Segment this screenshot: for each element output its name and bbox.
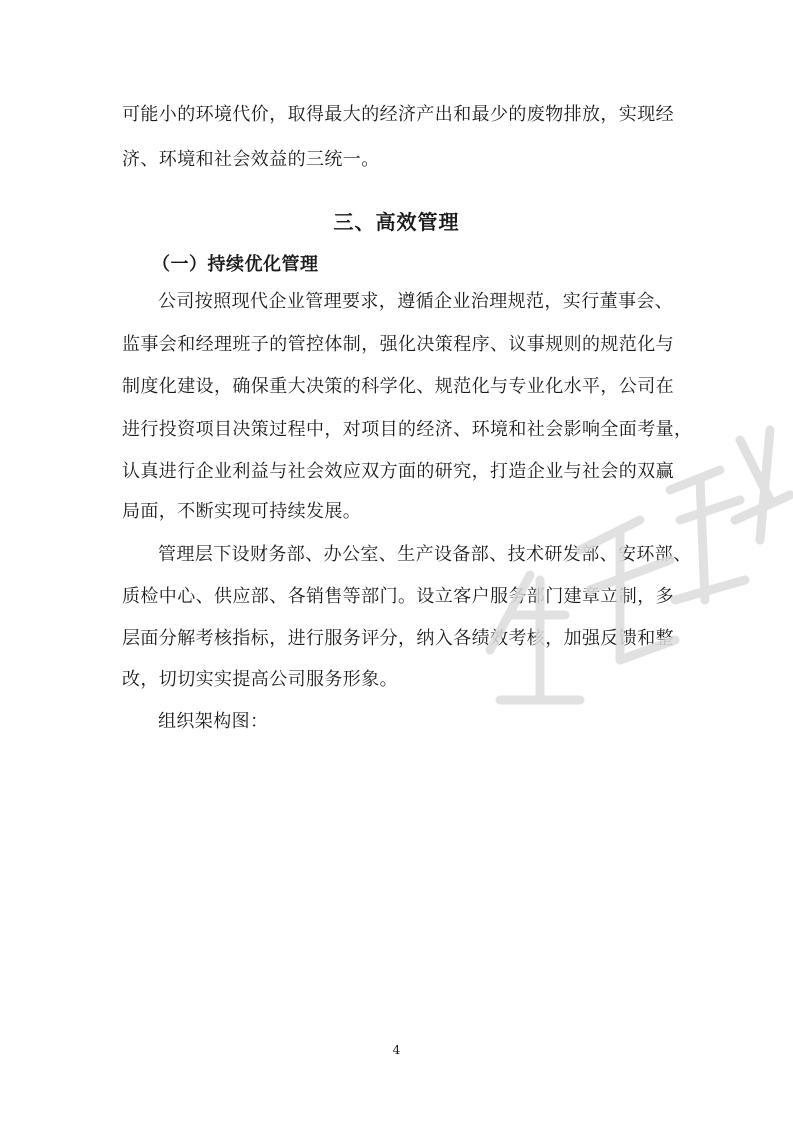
intro-line-1: 可能小的环境代价，取得最大的经济产出和最少的废物排放，实现经 xyxy=(122,104,674,125)
section-title: 三、高效管理 xyxy=(333,210,460,234)
subsection-title: （一）持续优化管理 xyxy=(152,254,319,275)
para1-line-5: 认真进行企业利益与社会效应双方面的研究，打造企业与社会的双赢 xyxy=(122,461,674,482)
page-number: 4 xyxy=(392,1043,401,1057)
para2-line-4: 改，切切实实提高公司服务形象。 xyxy=(122,669,398,690)
para2-line-3: 层面分解考核指标，进行服务评分，纳入各绩效考核，加强反馈和整 xyxy=(122,628,674,649)
para1-line-6: 局面，不断实现可持续发展。 xyxy=(122,501,362,522)
para1-line-4: 进行投资项目决策过程中，对项目的经济、环境和社会影响全面考量， xyxy=(122,419,693,440)
para2-line-2: 质检中心、供应部、各销售等部门。设立客户服务部门建章立制，多 xyxy=(122,586,674,607)
intro-line-2: 济、环境和社会效益的三统一。 xyxy=(122,149,380,170)
para1-line-2: 监事会和经理班子的管控体制，强化决策程序、议事规则的规范化与 xyxy=(122,334,674,355)
org-chart-label: 组织架构图： xyxy=(158,711,269,732)
para1-line-3: 制度化建设，确保重大决策的科学化、规范化与专业化水平，公司在 xyxy=(122,376,674,397)
para2-line-1: 管理层下设财务部、办公室、生产设备部、技术研发部、安环部、 xyxy=(158,544,692,565)
para1-line-1: 公司按照现代企业管理要求，遵循企业治理规范，实行董事会、 xyxy=(158,291,674,312)
